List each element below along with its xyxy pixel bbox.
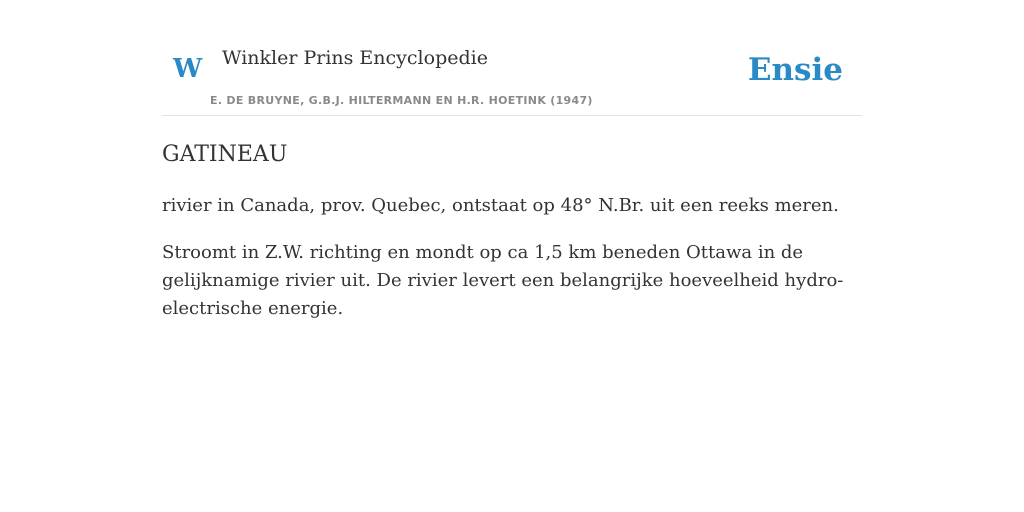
source-logo[interactable]: W	[173, 54, 203, 84]
source-header	[162, 0, 862, 116]
entry-paragraph-1: rivier in Canada, prov. Quebec, ontstaat op 48° N.Br. uit een reeks meren.	[162, 195, 839, 216]
entry-paragraph-2	[162, 239, 862, 323]
paragraph-2-line: electrische energie.	[162, 298, 344, 319]
source-authors: E. DE BRUYNE, G.B.J. HILTERMANN EN H.R. HOETINK (1947)	[210, 94, 593, 107]
article-page	[162, 0, 862, 512]
paragraph-2-line: Stroomt in Z.W. richting en mondt op ca 1,5 km beneden Ottawa in de	[162, 242, 804, 263]
brand-logo-link[interactable]: Ensie	[747, 52, 843, 88]
paragraph-2-line: gelijknamige rivier uit. De rivier levert een belangrijke hoeveelheid hydro-	[162, 270, 844, 291]
source-title[interactable]: Winkler Prins Encyclopedie	[222, 47, 488, 69]
entry-title: GATINEAU	[162, 142, 288, 167]
